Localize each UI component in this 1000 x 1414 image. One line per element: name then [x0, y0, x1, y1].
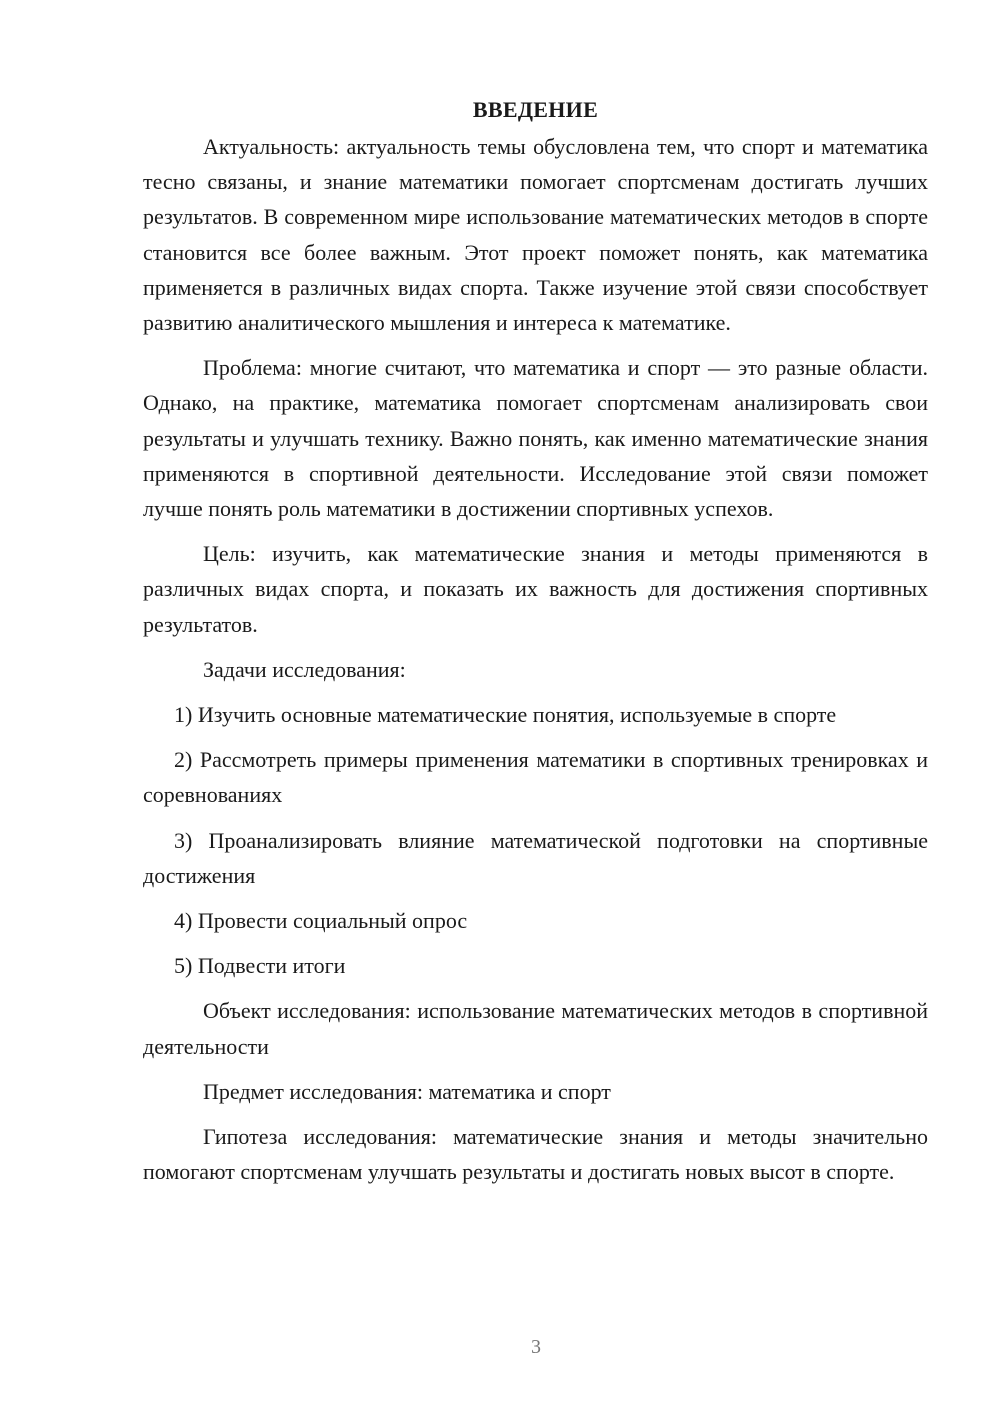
goal-paragraph: Цель: изучить, как математические знания и методы применяются в различных видах спорта, и показать их важность для достижения спортивных результатов.: [143, 541, 928, 637]
task-item-4: 4) Провести социальный опрос: [174, 908, 468, 934]
task-item-5: 5) Подвести итоги: [174, 953, 346, 979]
task-item-1: 1) Изучить основные математические понятия, используемые в спорте: [174, 702, 837, 728]
tasks-heading: Задачи исследования:: [203, 656, 406, 682]
subject-paragraph: Предмет исследования: математика и спорт: [203, 1078, 611, 1104]
object-paragraph: Объект исследования: использование математических методов в спортивной деятельности: [143, 998, 928, 1059]
task-item-3: 3) Проанализировать влияние математической подготовки на спортивные достижения: [143, 827, 928, 888]
page-title: ВВЕДЕНИЕ: [472, 97, 599, 122]
relevance-paragraph: Актуальность: актуальность темы обусловлена тем, что спорт и математика тесно связаны, и знание математики помогает спортсменам достигать лучших результатов. В современном мире использование математических методов в спорте становится все более важным. Этот проект поможет понять, как математика применяется в различных видах спорта. Также изучение этой связи способствует развитию аналитического мышления и интереса к математике.: [143, 134, 928, 336]
task-item-2: 2) Рассмотреть примеры применения математики в спортивных тренировках и соревнованиях: [143, 747, 928, 808]
page-number: 3: [531, 1336, 541, 1358]
problem-paragraph: Проблема: многие считают, что математика и спорт — это разные области. Однако, на практике, математика помогает спортсменам анализировать свои результаты и улучшать технику. Важно понять, как именно математические знания применяются в спортивной деятельности. Исследование этой связи поможет лучше понять роль математики в достижении спортивных успехов.: [143, 355, 928, 522]
hypothesis-paragraph: Гипотеза исследования: математические знания и методы значительно помогают спортсменам улучшать результаты и достигать новых высот в спорте.: [143, 1124, 928, 1185]
document-page: [143, 92, 928, 1199]
